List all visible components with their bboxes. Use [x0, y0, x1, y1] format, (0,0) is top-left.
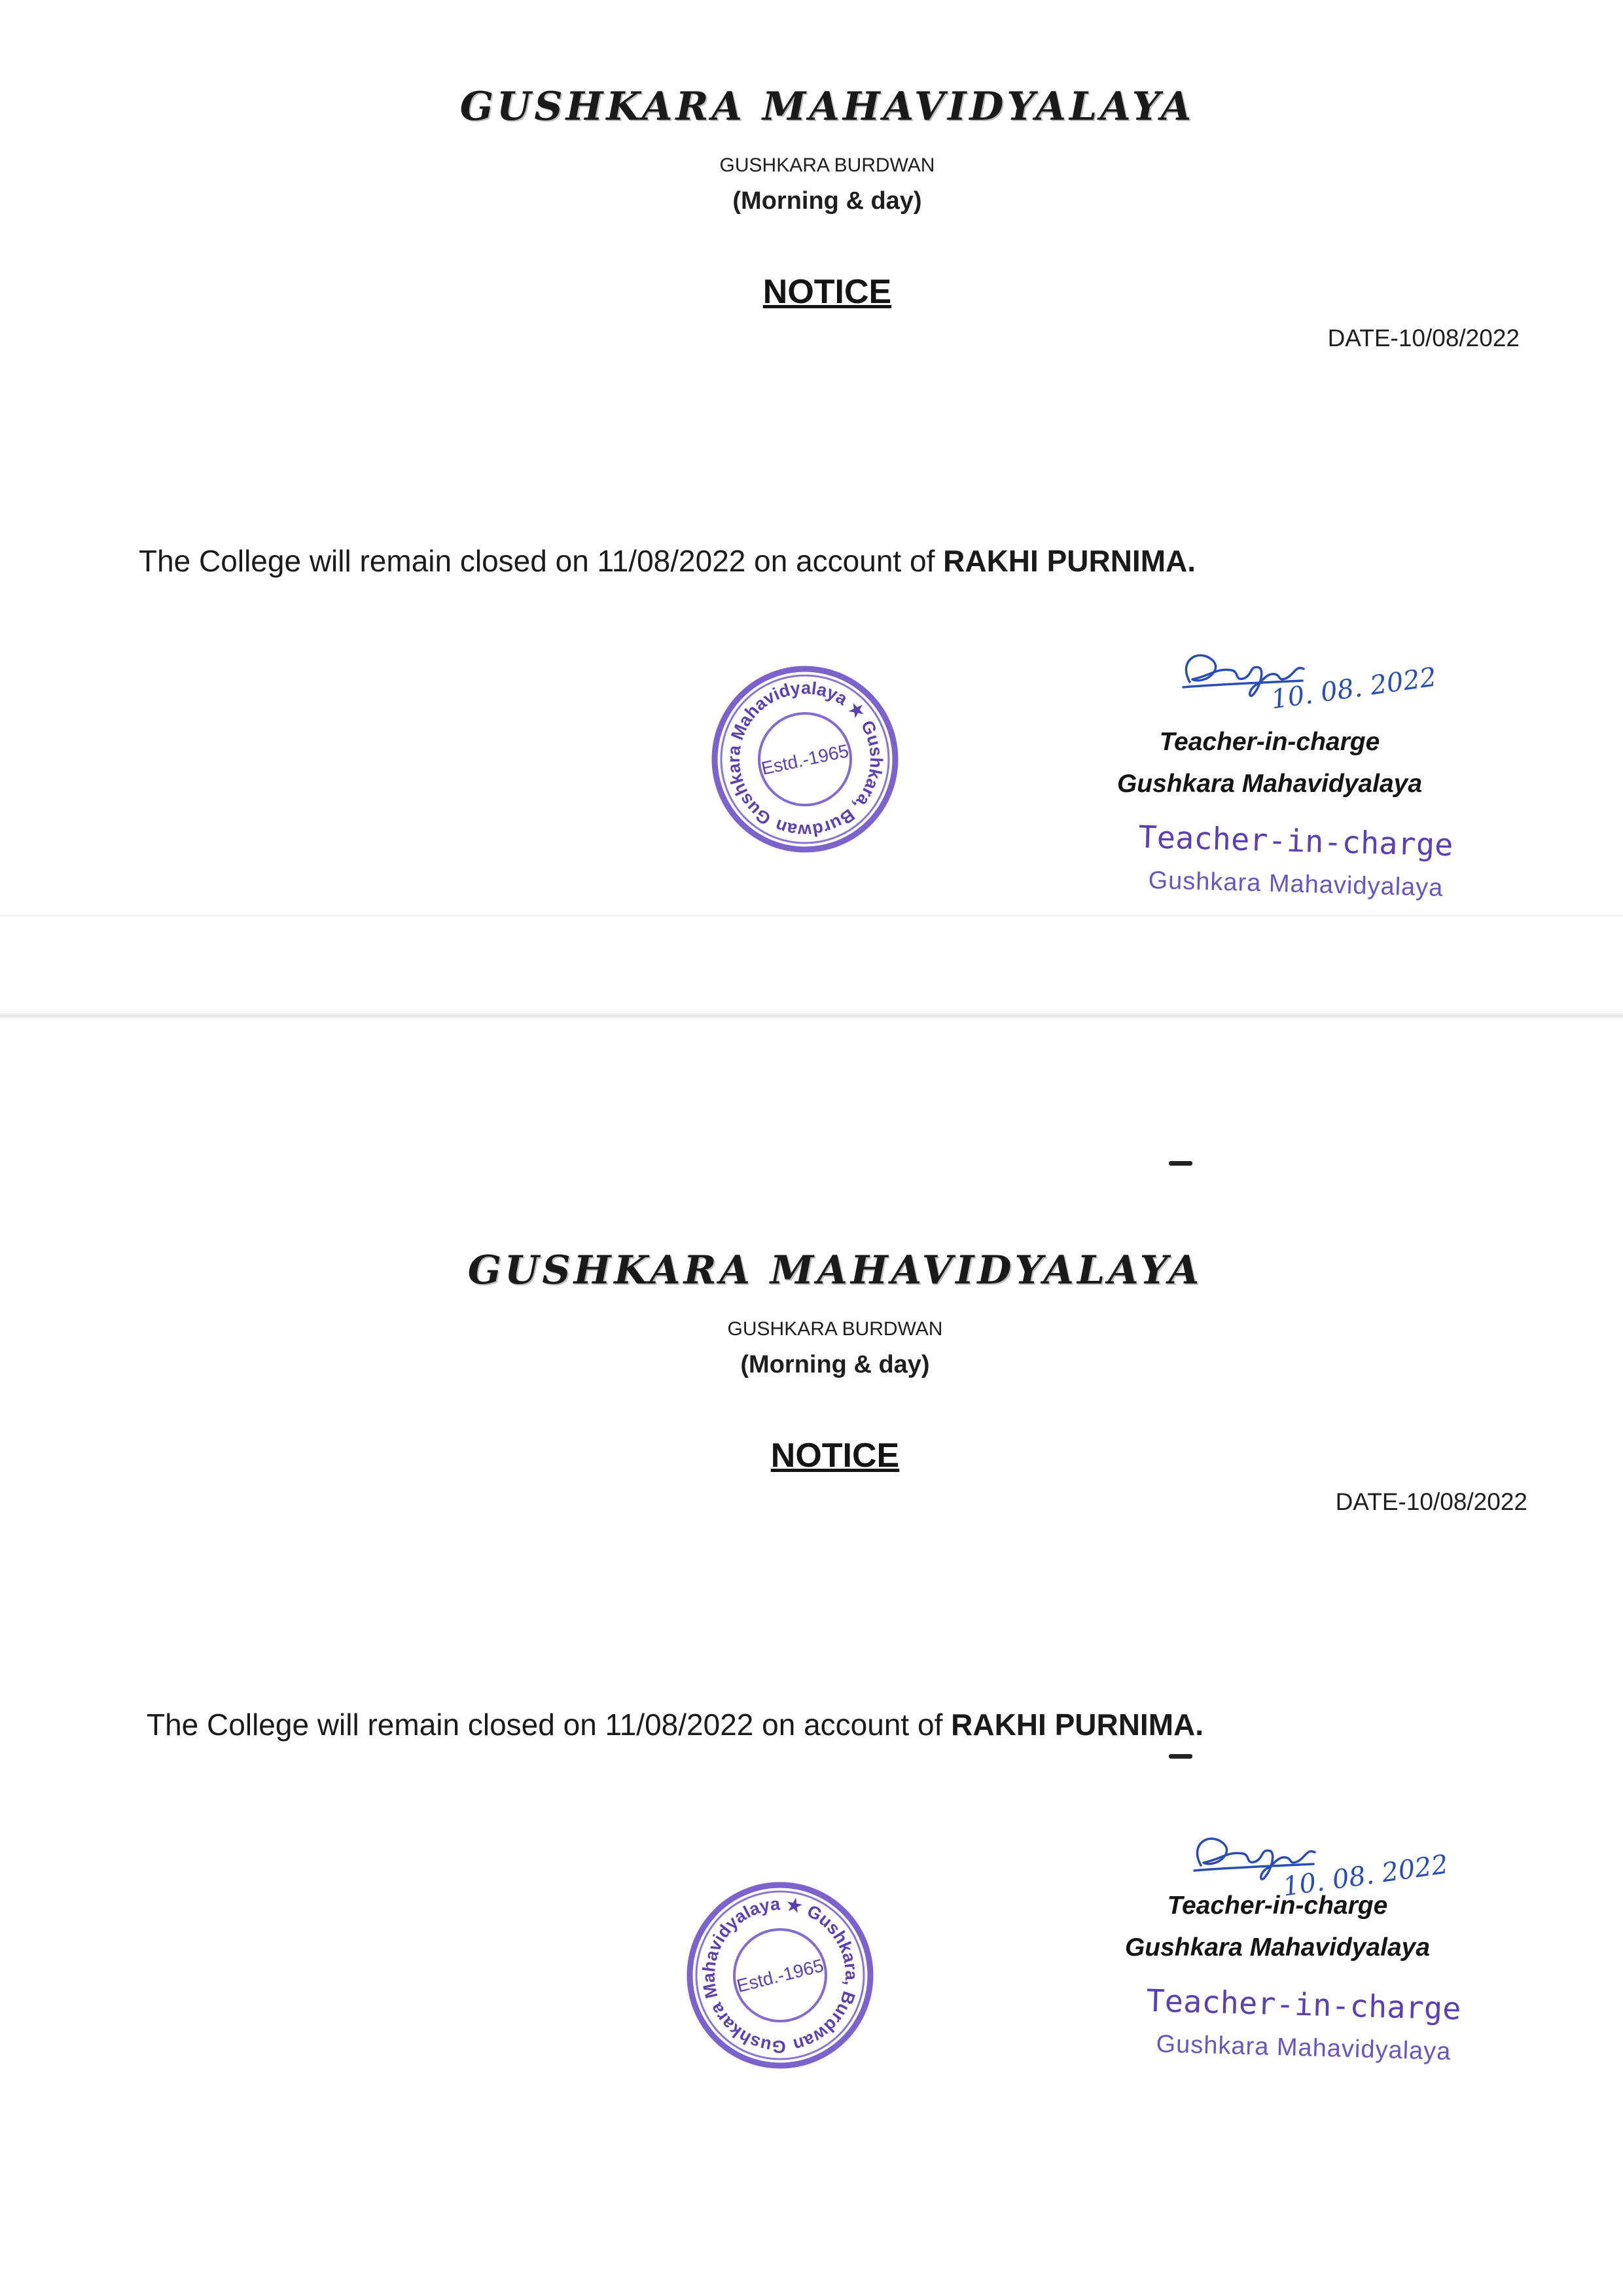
signature-date: 10. 08. 2022 [1281, 1849, 1450, 1903]
notice-title: NOTICE [762, 273, 892, 311]
notice-body [147, 1707, 1204, 1742]
notice-date: DATE-10/08/2022 [1335, 1488, 1527, 1515]
notice-body-text: The College will remain closed on 11/08/2022 on account of [139, 544, 944, 578]
notice-body-emphasis: RAKHI PURNIMA. [943, 544, 1196, 578]
notice-2 [0, 1164, 1623, 2080]
seal-center-text: Estd.-1965 [734, 1955, 826, 1996]
handwritten-signature [1183, 1805, 1484, 1903]
college-address: GUSHKARA BURDWAN [727, 1318, 943, 1340]
seal-ring-text: Gushkara Mahavidyalaya ★ Gushkara, Burdwan [698, 1893, 861, 2057]
signatory-org: Gushkara Mahavidyalaya [1124, 1933, 1431, 1962]
college-name: GUSHKARA MAHAVIDYALAYA [459, 84, 1195, 130]
notice-body [139, 543, 1196, 579]
college-address: GUSHKARA BURDWAN [719, 154, 935, 176]
stamp-org: Gushkara Mahavidyalaya [1148, 867, 1444, 902]
college-seal [707, 661, 903, 857]
college-seal [682, 1877, 878, 2073]
stamp-org: Gushkara Mahavidyalaya [1156, 2030, 1452, 2066]
signatory-org: Gushkara Mahavidyalaya [1116, 770, 1423, 798]
page-edge [0, 915, 1623, 916]
notice-1 [0, 0, 1623, 916]
signatory-title: Teacher-in-charge [1167, 1892, 1388, 1920]
college-name: GUSHKARA MAHAVIDYALAYA [467, 1247, 1203, 1293]
notice-body-emphasis: RAKHI PURNIMA. [951, 1708, 1204, 1742]
fold-line [0, 1013, 1623, 1018]
handwritten-signature [1171, 622, 1472, 720]
signatory-title: Teacher-in-charge [1159, 728, 1380, 756]
college-session: (Morning & day) [732, 187, 922, 215]
college-session: (Morning & day) [740, 1351, 930, 1378]
notice-date: DATE-10/08/2022 [1327, 325, 1520, 351]
seal-ring-text: Gushkara Mahavidyalaya ★ Gushkara, Burdwan [723, 677, 887, 841]
seal-center-text: Estd.-1965 [759, 740, 851, 779]
stamp-title: Teacher-in-charge [1137, 819, 1454, 864]
notice-title: NOTICE [770, 1437, 900, 1475]
signature-date: 10. 08. 2022 [1269, 662, 1438, 715]
notice-body-text: The College will remain closed on 11/08/2022 on account of [147, 1708, 952, 1742]
stamp-title: Teacher-in-charge [1145, 1982, 1462, 2028]
